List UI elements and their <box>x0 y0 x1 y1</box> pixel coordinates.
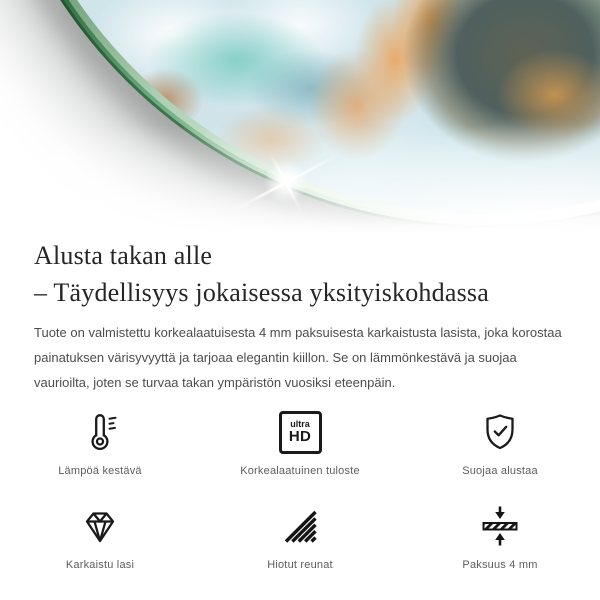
product-description: Tuote on valmistettu korkealaatuisesta 4 mm paksuisesta karkaistusta lasista, joka korostaa painatuksen värisyvyyttä ja tarjoaa elegantin kiillon. Se on lämmönkestävä ja suojaa vaurioilta, joten se turvaa takan ympäristön vuosiksi eteenpäin. <box>34 325 562 390</box>
product-image <box>0 0 600 232</box>
feature-tempered-glass <box>0 503 200 571</box>
feature-grid <box>0 409 600 571</box>
ultra-hd-badge-bottom: HD <box>288 428 312 445</box>
feature-print-quality <box>200 409 400 477</box>
feature-thickness <box>400 503 600 571</box>
feature-label: Lämpöä kestävä <box>58 465 142 477</box>
thermometer-icon <box>78 409 122 455</box>
title-line-2: – Täydellisyys jokaisessa yksityiskohdassa <box>34 278 489 307</box>
title-line-1: Alusta takan alle <box>34 241 213 270</box>
feature-label: Korkealaatuinen tuloste <box>240 465 360 477</box>
ultra-hd-badge-top: ultra <box>290 419 310 429</box>
feature-label: Paksuus 4 mm <box>462 559 538 571</box>
ultra-hd-icon <box>279 409 322 455</box>
page-title <box>34 237 566 311</box>
feature-label: Suojaa alustaa <box>462 465 538 477</box>
description-section <box>0 232 600 395</box>
diamond-icon <box>78 503 122 549</box>
feature-protects-base <box>400 409 600 477</box>
thickness-icon <box>478 503 522 549</box>
shield-check-icon <box>478 409 522 455</box>
feature-label: Hiotut reunat <box>267 559 333 571</box>
polished-edges-icon <box>278 503 322 549</box>
feature-label: Karkaistu lasi <box>65 559 135 571</box>
feature-polished-edges <box>200 503 400 571</box>
feature-heat-resistant <box>0 409 200 477</box>
